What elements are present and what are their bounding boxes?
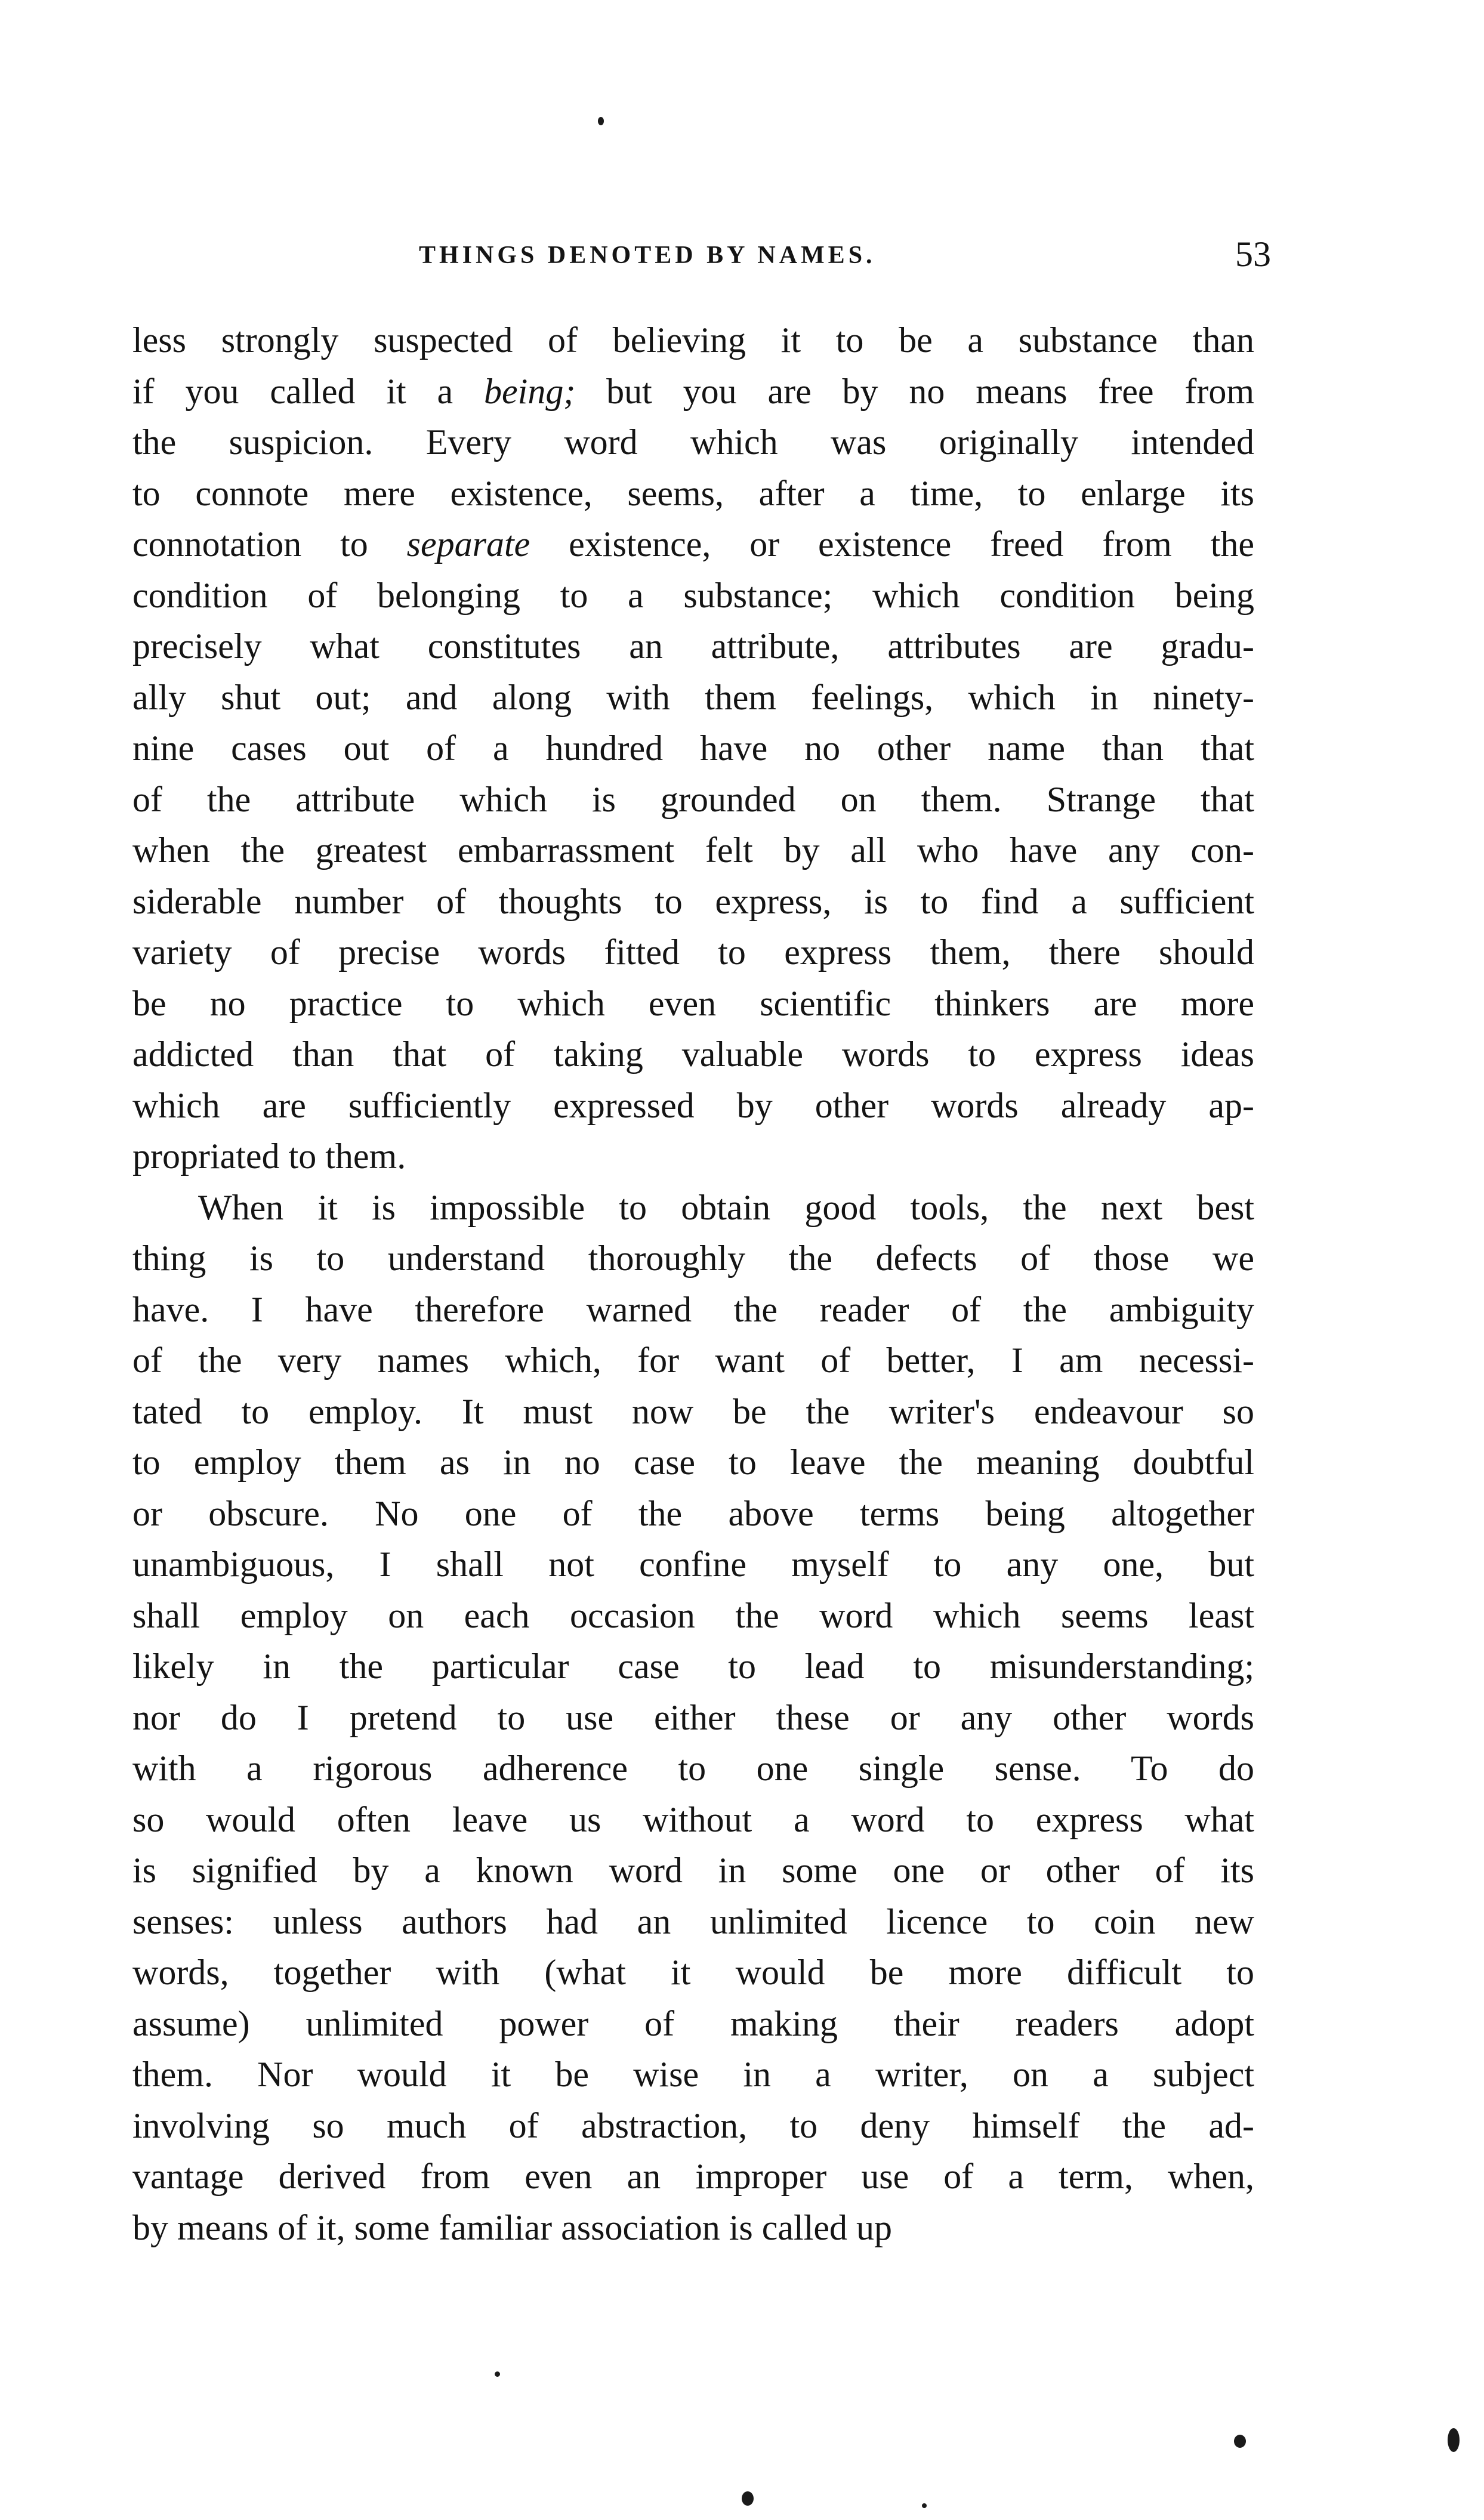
text-line: of the attribute which is grounded on them. Strange that (132, 779, 1254, 819)
text-line: be no practice to which even scientific thinkers are more (132, 983, 1254, 1023)
text-line: vantage derived from even an improper use of a term, when, (132, 2157, 1254, 2196)
text-line: When it is impossible to obtain good tools, the next best (198, 1187, 1254, 1227)
text-line: ally shut out; and along with them feelings, which in ninety- (132, 677, 1254, 717)
ink-speck (742, 2491, 754, 2506)
text-line: connotation to separate existence, or existence freed from the (132, 524, 1254, 564)
text-line: of the very names which, for want of better, I am necessi- (132, 1341, 1254, 1380)
text-line: if you called it a being; but you are by no means free from (132, 371, 1254, 411)
text-line: them. Nor would it be wise in a writer, on a subject (132, 2055, 1254, 2094)
text-line: or obscure. No one of the above terms being altogether (132, 1493, 1254, 1533)
ink-speck (495, 2371, 500, 2377)
paragraph (132, 315, 1254, 1182)
page-number: 53 (1235, 234, 1271, 274)
text-line: nine cases out of a hundred have no other name than that (132, 728, 1254, 768)
paragraph (132, 1182, 1254, 2254)
text-line: involving so much of abstraction, to deny himself the ad- (132, 2105, 1254, 2145)
text-line: precisely what constitutes an attribute, attributes are gradu- (132, 626, 1254, 666)
text-line: less strongly suspected of believing it to be a substance than (132, 320, 1254, 360)
ink-speck (922, 2503, 927, 2508)
text-line: propriated to them. (132, 1137, 406, 1176)
text-line: tated to employ. It must now be the writer's endeavour so (132, 1391, 1254, 1431)
text-line: so would often leave us without a word to express what (132, 1799, 1254, 1839)
page-header (132, 234, 1271, 288)
body-text (132, 315, 1254, 2253)
ink-speck (1234, 2435, 1246, 2448)
text-line: nor do I pretend to use either these or any other words (132, 1697, 1254, 1737)
text-line: thing is to understand thoroughly the defects of those we (132, 1239, 1254, 1278)
text-line: with a rigorous adherence to one single sense. To do (132, 1749, 1254, 1788)
text-line: unambiguous, I shall not confine myself to any one, but (132, 1545, 1254, 1584)
ink-speck (1448, 2428, 1460, 2452)
text-line: assume) unlimited power of making their readers adopt (132, 2003, 1254, 2043)
text-line: words, together with (what it would be more difficult to (132, 1953, 1254, 1992)
text-line: by means of it, some familiar association is called up (132, 2207, 893, 2247)
text-line: have. I have therefore warned the reader of the ambiguity (132, 1289, 1254, 1329)
text-line: addicted than that of taking valuable words to express ideas (132, 1034, 1254, 1074)
text-line: when the greatest embarrassment felt by all who have any con- (132, 830, 1254, 870)
text-line: the suspicion. Every word which was originally intended (132, 422, 1254, 462)
ink-speck (598, 117, 604, 125)
text-line: senses: unless authors had an unlimited licence to coin new (132, 1901, 1254, 1941)
text-line: to employ them as in no case to leave the meaning doubtful (132, 1443, 1254, 1482)
text-line: likely in the particular case to lead to misunderstanding; (132, 1647, 1254, 1686)
text-line: is signified by a known word in some one or other of its (132, 1851, 1254, 1890)
text-line: variety of precise words fitted to express them, there should (132, 932, 1254, 972)
text-line: siderable number of thoughts to express, is to find a sufficient (132, 881, 1254, 921)
text-line: condition of belonging to a substance; which condition being (132, 575, 1254, 615)
text-line: shall employ on each occasion the word which seems least (132, 1595, 1254, 1635)
running-title: THINGS DENOTED BY NAMES. (419, 242, 876, 269)
text-line: to connote mere existence, seems, after a time, to enlarge its (132, 473, 1254, 513)
text-line: which are sufficiently expressed by other words already ap- (132, 1085, 1254, 1125)
